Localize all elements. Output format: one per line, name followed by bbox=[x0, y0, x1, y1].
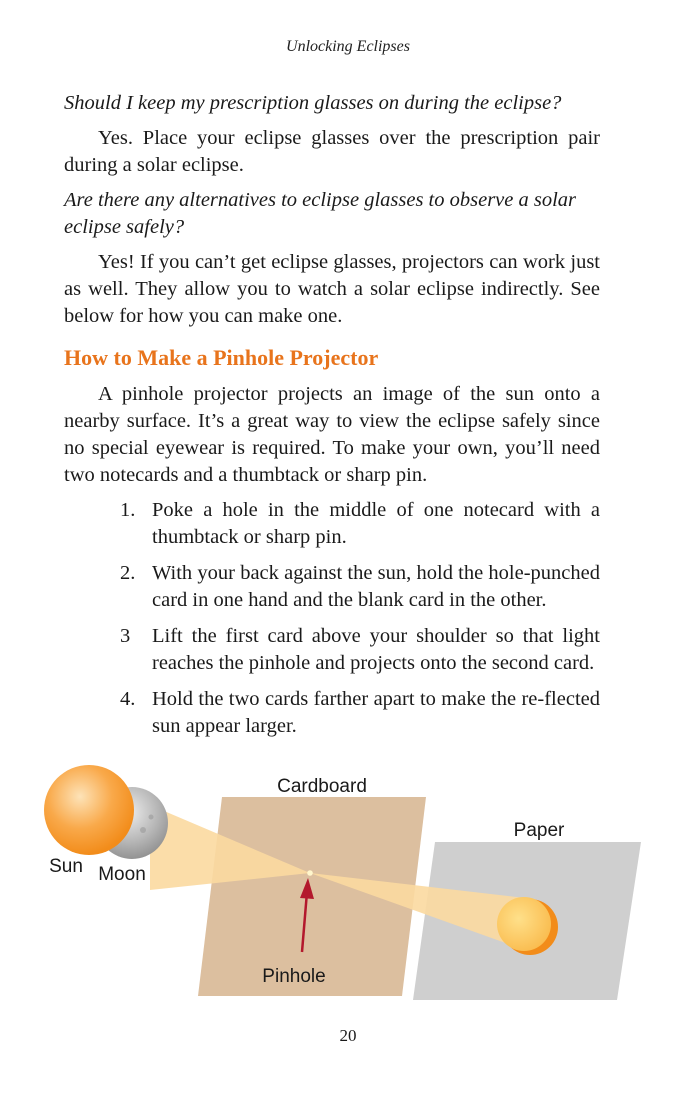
step-item bbox=[64, 686, 600, 740]
page-number: 20 bbox=[339, 1026, 357, 1045]
pinhole-icon bbox=[307, 870, 313, 876]
step-text: With your back against the sun, hold the hole-punched card in one hand and the blank card in the other. bbox=[152, 562, 600, 611]
projected-sun-icon bbox=[497, 897, 551, 951]
steps-list bbox=[64, 497, 600, 740]
label-sun: Sun bbox=[49, 856, 83, 877]
step-number: 3 bbox=[120, 625, 131, 647]
section-heading: How to Make a Pinhole Projector bbox=[64, 345, 379, 370]
section-intro: A pinhole projector projects an image of the sun onto a nearby surface. It’s a great way to view the eclipse safely since no special eyewear is required. To make your own, you’ll need two notecards and a thumbtack or sharp pin. bbox=[64, 383, 600, 486]
step-item bbox=[64, 560, 600, 614]
page-body bbox=[64, 90, 600, 749]
label-pinhole: Pinhole bbox=[262, 966, 326, 987]
sun-icon bbox=[44, 765, 134, 855]
answer-prescription-glasses: Yes. Place your eclipse glasses over the prescription pair during a solar eclipse. bbox=[64, 127, 600, 176]
answer-alternatives: Yes! If you can’t get eclipse glasses, projectors can work just as well. They allow you to watch a solar eclipse indirectly. See below for how you can make one. bbox=[64, 251, 600, 327]
question-prescription-glasses: Should I keep my prescription glasses on during the eclipse? bbox=[64, 92, 562, 114]
label-moon: Moon bbox=[98, 864, 146, 885]
step-number: 1. bbox=[120, 499, 136, 521]
step-text: Hold the two cards farther apart to make the re-flected sun appear larger. bbox=[152, 688, 600, 737]
step-item bbox=[64, 497, 600, 551]
label-paper: Paper bbox=[513, 820, 565, 841]
step-number: 2. bbox=[120, 562, 136, 584]
pinhole-projector-diagram bbox=[0, 760, 696, 1010]
step-item bbox=[64, 623, 600, 677]
running-head: Unlocking Eclipses bbox=[286, 38, 410, 55]
step-number: 4. bbox=[120, 688, 136, 710]
step-text: Lift the first card above your shoulder so that light reaches the pinhole and projects onto the second card. bbox=[152, 625, 600, 674]
label-cardboard: Cardboard bbox=[277, 776, 367, 797]
step-text: Poke a hole in the middle of one notecard with a thumbtack or sharp pin. bbox=[152, 499, 600, 548]
question-alternatives: Are there any alternatives to eclipse glasses to observe a solar eclipse safely? bbox=[64, 189, 577, 238]
